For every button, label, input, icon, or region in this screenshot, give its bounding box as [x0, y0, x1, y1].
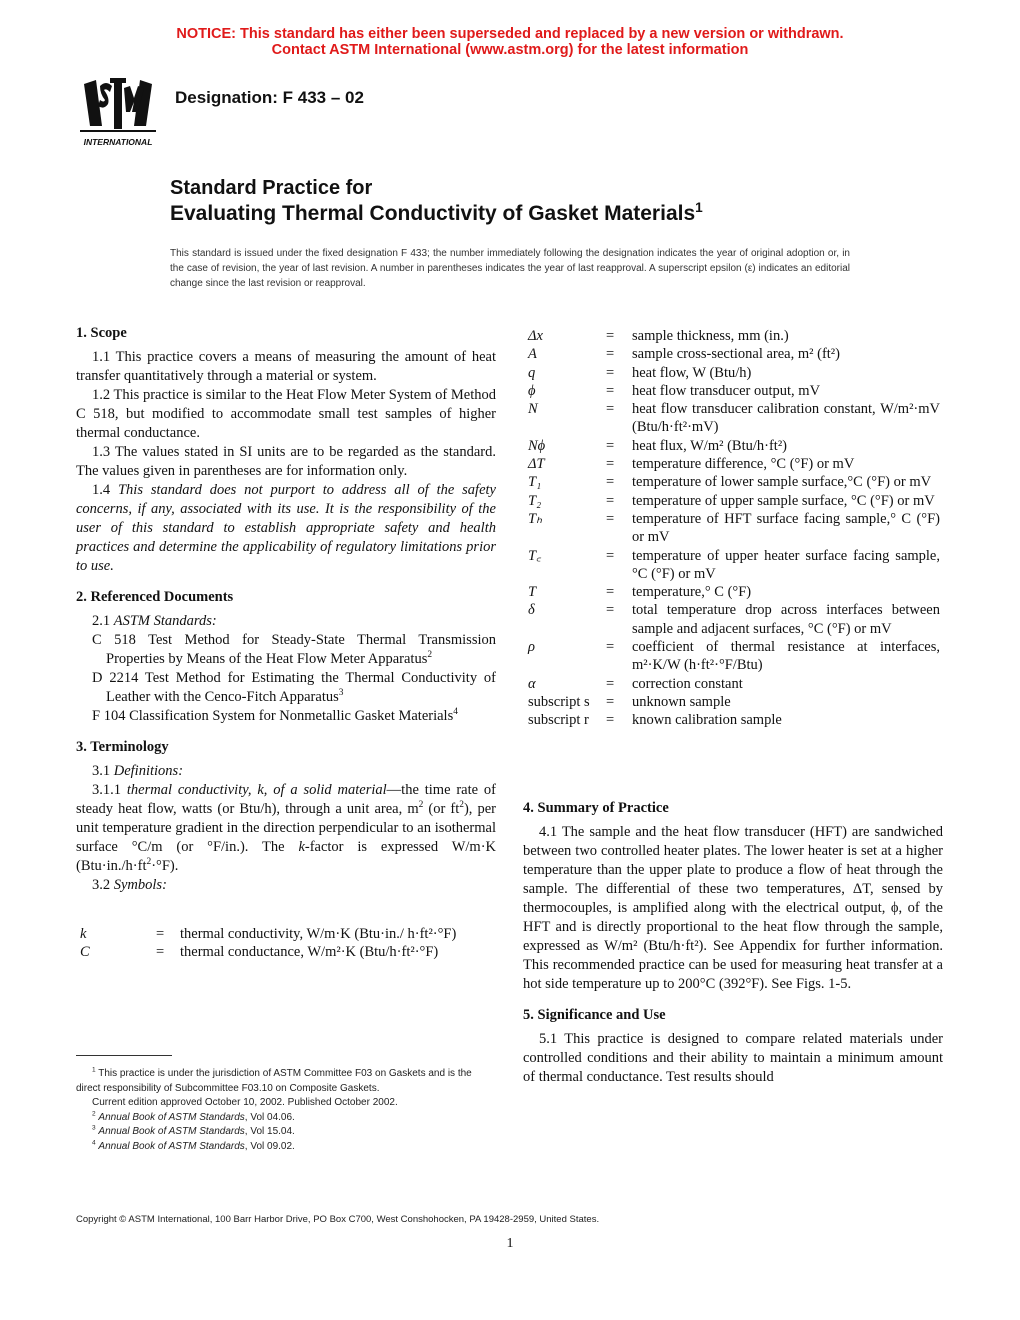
equals-sign: =	[606, 693, 615, 710]
symbol-term: q	[528, 364, 536, 381]
para-3-1-text: Definitions:	[113, 763, 184, 779]
para-3-1-1: 3.1.1 thermal conductivity, k, of a solid material—the time rate of steady heat flow, watts (or Btu/h), through a unit area, $m^2$ (or $ft^2$), per unit temperature gradient in the direction perpendicular to an isothermal surface °C/m (or °F/in.). The k-factor is expressed W/m·K $(Btu\cdot in./h\cdot ft^2\cdot^\circ F)$.	[76, 782, 497, 874]
symbol-definition: heat flow transducer output, mV	[632, 382, 821, 399]
footnote-2-book: Annual Book of ASTM Standards	[98, 1111, 245, 1123]
equals-sign: =	[606, 510, 615, 527]
equals-sign: =	[606, 712, 615, 729]
section-5-heading: 5. Significance and Use	[523, 1007, 666, 1023]
symbol-definition: sample cross-sectional area, m² (ft²)	[632, 346, 840, 363]
symbol-term: subscript r	[528, 712, 589, 729]
symbol-row-c	[76, 943, 496, 961]
symbol-row	[528, 473, 940, 491]
symbol-term: ΔT	[528, 456, 545, 473]
symbol-term: Δx	[528, 328, 543, 344]
symbol-row	[528, 547, 940, 584]
equals-sign: =	[606, 364, 615, 381]
logo-subtitle: INTERNATIONAL	[83, 137, 153, 147]
para-3-1-1-def-b: (or ft	[423, 801, 460, 817]
symbol-term: T	[528, 584, 537, 601]
title-line-1: Standard Practice for	[170, 177, 373, 199]
symbol-definition: heat flow, W (Btu/h)	[632, 364, 752, 381]
symbol-row	[528, 437, 940, 455]
symbol-term: α	[528, 675, 536, 692]
equals-sign: =	[606, 437, 615, 454]
astm-logo-icon	[76, 72, 160, 152]
para-1-4	[76, 481, 496, 576]
reference-c518-text: C 518 Test Method for Steady-State Thermal Transmission Properties by Means of the Heat Flow Meter Apparatus	[92, 632, 496, 667]
footnote-3-volume: , Vol 15.04.	[244, 1126, 295, 1138]
para-3-2-number: 3.2	[92, 877, 111, 893]
symbol-k-definition: thermal conductivity, W/m·K (Btu·in./ h·ft²·°F)	[180, 926, 457, 942]
symbol-definition: temperature difference, °C (°F) or mV	[632, 456, 855, 473]
notice-line-1: NOTICE: This standard has either been superseded and replaced by a new version or withdrawn.	[176, 26, 844, 42]
symbol-definition: temperature of upper sample surface, °C (°F) or mV	[632, 492, 935, 509]
footnote-4	[76, 1140, 496, 1155]
copyright: Copyright © ASTM International, 100 Barr Harbor Drive, PO Box C700, West Conshohocken, PA 19428-2959, United States.	[76, 1214, 600, 1225]
section-2-heading: 2. Referenced Documents	[76, 589, 234, 605]
left-column	[76, 324, 496, 962]
symbol-term: Tₕ	[528, 510, 542, 527]
symbol-row	[528, 455, 940, 473]
footnote-3	[76, 1125, 496, 1140]
reference-d2214-footnote: 3	[338, 688, 344, 699]
symbol-row	[528, 693, 940, 711]
para-1-2: 1.2 This practice is similar to the Heat Flow Meter System of Method C 518, but modified to accommodate small test samples of higher thermal conductance.	[76, 387, 496, 441]
footnote-4-book: Annual Book of ASTM Standards	[98, 1140, 245, 1152]
symbol-term: N	[528, 401, 538, 418]
title-line-2	[170, 201, 703, 227]
reference-c518-footnote: 2	[427, 650, 433, 661]
symbol-definition: temperature,° C (°F)	[632, 584, 752, 601]
symbol-row	[528, 601, 940, 638]
title-footnote-mark: 1	[695, 200, 703, 215]
astm-logo	[76, 72, 160, 152]
para-3-1-number: 3.1	[92, 763, 111, 779]
para-5-1: 5.1 This practice is designed to compare related materials under controlled conditions and their ability to maintain a minimum amount of thermal conductance. Test results should	[523, 1031, 943, 1085]
symbol-list	[528, 327, 940, 730]
section-4-heading: 4. Summary of Practice	[523, 800, 669, 816]
equals-sign: =	[606, 547, 615, 564]
para-3-1-1-k: k	[298, 839, 305, 855]
symbol-term: ρ	[528, 639, 535, 656]
footnote-1-text: This practice is under the jurisdiction of ASTM Committee F03 on Gaskets and is the direct responsibility of Subcommittee F03.10 on Composite Gaskets.	[76, 1068, 472, 1094]
symbol-row	[528, 638, 940, 675]
para-2-1	[76, 612, 496, 631]
footnote-rule	[76, 1055, 172, 1056]
symbol-k: k	[80, 926, 87, 942]
symbol-definition: heat flux, W/m² (Btu/h·ft²)	[632, 437, 788, 454]
symbol-term: ϕ	[528, 382, 536, 399]
footnotes	[76, 1067, 496, 1155]
symbol-term: subscript s	[528, 693, 590, 710]
symbol-row	[528, 400, 940, 437]
section-3-heading: 3. Terminology	[76, 739, 169, 755]
right-column-sections	[523, 799, 943, 1087]
symbol-term: Nϕ	[528, 437, 546, 454]
symbol-definition: temperature of HFT surface facing sample,° C (°F) or mV	[632, 510, 940, 546]
para-4-1: 4.1 The sample and the heat flow transducer (HFT) are sandwiched between two controlled heater plates. The lower heater is set at a higher temperature than the upper plate to produce a flow of heat through the sample. The differential of these two temperatures, ΔT, sensed by thermocouples, is amplified along with the electrical output, ϕ, of the HFT and is directly proportional to the heat flow through the sample, expressed as W/m² (Btu/h·ft²). See Appendix for further information. This recommended practice can be used for measuring heat transfer at a hot side temperature up to 200°C (392°F). See Figs. 1-5.	[523, 824, 943, 992]
footnote-4-number: 4	[92, 1139, 96, 1147]
para-1-4-text: This standard does not purport to address all of the safety concerns, if any, associated with its use. It is the responsibility of the user of this standard to establish appropriate safety and health practices and determine the applicability of regulatory limitations prior to use.	[76, 482, 496, 574]
symbol-term: δ	[528, 602, 535, 619]
equals-sign: =	[156, 944, 165, 961]
para-3-2	[76, 876, 496, 895]
symbol-definition: total temperature drop across interfaces between sample and adjacent surfaces, °C (°F) or mV	[632, 602, 940, 637]
footnote-3-number: 3	[92, 1125, 96, 1133]
equals-sign: =	[606, 401, 615, 418]
symbol-row	[528, 364, 940, 382]
symbol-row-k	[76, 925, 496, 943]
para-3-1-1-def-a: —the time rate of steady heat flow, watts (or Btu/h), through a unit area, m	[76, 782, 497, 817]
equals-sign: =	[606, 474, 615, 491]
symbol-row	[528, 345, 940, 363]
footnote-1b: Current edition approved October 10, 2002. Published October 2002.	[92, 1097, 398, 1109]
title-main: Evaluating Thermal Conductivity of Gasket Materials	[170, 202, 696, 225]
symbol-definition: sample thickness, mm (in.)	[632, 328, 789, 344]
symbol-row	[528, 583, 940, 601]
symbol-definition: known calibration sample	[632, 712, 782, 729]
symbol-row	[528, 510, 940, 547]
equals-sign: =	[156, 926, 165, 942]
equals-sign: =	[606, 456, 615, 473]
reference-d2214	[76, 669, 496, 707]
footnote-1	[76, 1067, 496, 1096]
document-title	[170, 175, 703, 227]
equals-sign: =	[606, 675, 615, 692]
footnote-1-number: 1	[92, 1066, 96, 1074]
withdrawn-notice	[0, 26, 1020, 58]
symbol-term: T₁	[528, 474, 542, 491]
para-3-1-1-def-c: ), per unit temperature gradient in the direction perpendicular to an isothermal surface °C/m (or °F/in.). The	[76, 801, 497, 855]
symbol-definition: heat flow transducer calibration constant, W/m²·mV (Btu/h·ft²·mV)	[632, 401, 940, 436]
para-3-1-1-term: thermal conductivity, k, of a solid material	[126, 782, 387, 798]
section-1-heading: 1. Scope	[76, 325, 127, 341]
para-3-2-text: Symbols:	[113, 877, 167, 893]
symbol-definition: coefficient of thermal resistance at interfaces, m²·K/W (h·ft²·°F/Btu)	[632, 639, 940, 674]
reference-f104-text: F 104 Classification System for Nonmetallic Gasket Materials	[92, 708, 454, 724]
designation: Designation: F 433 – 02	[175, 88, 364, 107]
footnote-3-book: Annual Book of ASTM Standards	[98, 1126, 245, 1138]
symbol-c-definition: thermal conductance, W/m²·K (Btu/h·ft²·°F)	[180, 944, 439, 961]
para-1-3: 1.3 The values stated in SI units are to be regarded as the standard. The values given in parentheses are for information only.	[76, 444, 496, 479]
para-2-1-text: ASTM Standards:	[113, 613, 217, 629]
footnote-2-number: 2	[92, 1110, 96, 1118]
para-3-1-1-def-e: ·°F).	[151, 858, 179, 874]
equals-sign: =	[606, 584, 615, 601]
equals-sign: =	[606, 639, 615, 656]
symbols-left	[76, 925, 496, 962]
reference-f104-footnote: 4	[453, 707, 458, 718]
notice-line-2: Contact ASTM International (www.astm.org) for the latest information	[271, 42, 749, 58]
footnote-4-volume: , Vol 09.02.	[244, 1140, 295, 1152]
symbol-definition: temperature of upper heater surface facing sample, °C (°F) or mV	[632, 547, 940, 582]
para-3-1	[76, 762, 496, 781]
equals-sign: =	[606, 382, 615, 399]
footnote-2	[76, 1111, 496, 1126]
para-1-4-number: 1.4	[92, 482, 111, 498]
symbol-term: A	[528, 346, 537, 363]
equals-sign: =	[606, 602, 615, 619]
symbol-row	[528, 711, 940, 729]
equals-sign: =	[606, 492, 615, 509]
symbol-definition: temperature of lower sample surface,°C (°F) or mV	[632, 474, 932, 491]
equals-sign: =	[606, 346, 615, 363]
symbol-row	[528, 327, 940, 345]
symbol-definition: unknown sample	[632, 693, 731, 710]
reference-c518	[76, 631, 496, 669]
symbol-row	[528, 675, 940, 693]
symbol-definition: correction constant	[632, 675, 743, 692]
symbol-c: C	[80, 944, 90, 961]
equals-sign: =	[606, 328, 615, 344]
para-2-1-number: 2.1	[92, 613, 111, 629]
reference-f104	[76, 707, 496, 726]
symbol-term: T₂	[528, 492, 542, 509]
symbol-row	[528, 382, 940, 400]
symbol-row	[528, 492, 940, 510]
para-3-1-1-def-d: -factor is expressed W/m·K (Btu·in./h·ft	[76, 839, 496, 874]
preamble: This standard is issued under the fixed designation F 433; the number immediately following the designation indicates the year of original adoption or, in the case of revision, the year of last revision. A number in parentheses indicates the year of last reapproval. A superscript epsilon (ε) indicates an editorial change since the last revision or reapproval.	[170, 248, 850, 289]
para-3-1-1-number: 3.1.1	[92, 782, 121, 798]
reference-d2214-text: D 2214 Test Method for Estimating the Thermal Conductivity of Leather with the Cenco-Fitch Apparatus	[92, 670, 496, 705]
symbol-term: T꜀	[528, 547, 542, 564]
page-number: 1	[506, 1236, 514, 1251]
footnote-2-volume: , Vol 04.06.	[244, 1111, 295, 1123]
para-1-1: 1.1 This practice covers a means of measuring the amount of heat transfer quantitatively through a material or system.	[76, 349, 496, 384]
